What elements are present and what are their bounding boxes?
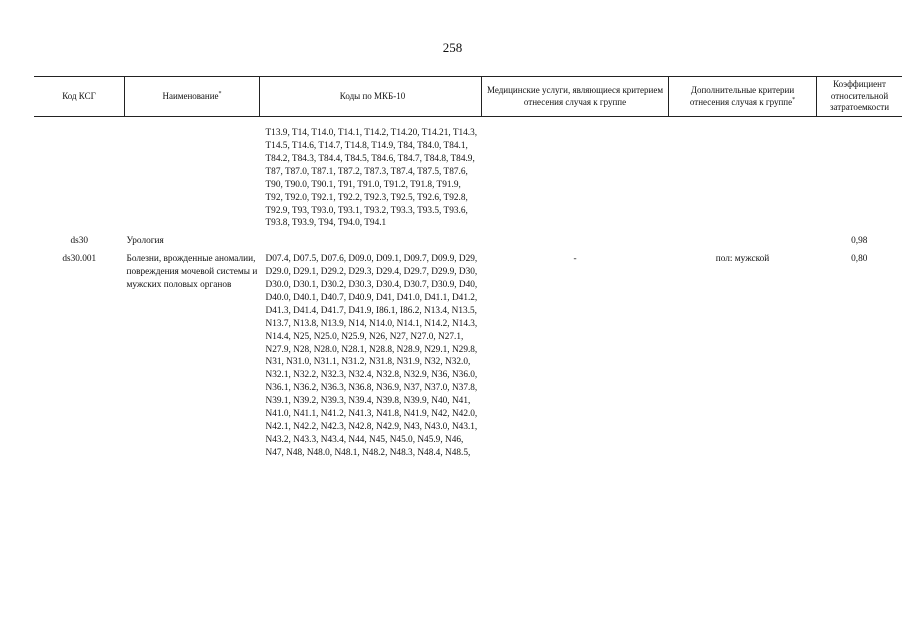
profile-code: ds30 <box>70 236 89 247</box>
header-criteria <box>669 77 817 117</box>
header-name-mark: * <box>218 90 222 97</box>
header-name-text: Наименование <box>162 90 219 101</box>
group-services: - <box>573 254 577 265</box>
header-mkb: Коды по МКБ-10 <box>260 77 482 117</box>
page-number: 258 <box>442 40 463 55</box>
group-name: Болезни, врожденные аномалии, повреждения мочевой системы и мужских половых органов <box>126 254 258 291</box>
table-header-row <box>34 77 902 117</box>
header-services: Медицинские услуги, являющиеся критерием отнесения случая к группе <box>482 77 669 117</box>
continuation-codes: T13.9, T14, T14.0, T14.1, T14.2, T14.20, T14.21, T14.3, T14.5, T14.6, T14.7, T14.8, T14.9, T84, T84.0, T84.1, T84.2, T84.3, T84.4, T84.5, T84.6, T84.7, T84.8, T84.9, T87, T87.0, T87.1, T87.2, T87.3, T87.4, T87.5, T87.6, T90, T90.0, T90.1, T91, T91.0, T91.2, T91.8, T91.9, T92, T92.0, T92.1, T92.2, T92.3, T92.5, T92.6, T92.8, T92.9, T93, T93.0, T93.1, T93.2, T93.3, T93.5, T93.6, T93.8, T93.9, T94, T94.0, T94.1 <box>265 128 478 229</box>
header-name <box>125 77 260 117</box>
table-row-profile <box>34 230 902 248</box>
spacer-row <box>34 117 902 128</box>
header-criteria-mark: * <box>792 96 796 103</box>
profile-coef: 0,98 <box>851 236 868 247</box>
group-codes: D07.4, D07.5, D07.6, D09.0, D09.1, D09.7, D09.9, D29, D29.0, D29.1, D29.2, D29.3, D29.4, D29.7, D29.9, D30, D30.0, D30.1, D30.2, D30.3, D30.4, D30.7, D30.9, D40, D40.0, D40.1, D40.7, D40.9, D41, D41.0, D41.1, D41.2, D41.3, D41.4, D41.7, D41.9, I86.1, I86.2, N13.4, N13.5, N13.7, N13.8, N13.9, N14, N14.0, N14.1, N14.2, N14.3, N14.4, N25, N25.0, N25.9, N26, N27, N27.0, N27.1, N27.9, N28, N28.0, N28.1, N28.8, N28.9, N29.1, N29.8, N31, N31.0, N31.1, N31.2, N31.8, N31.9, N32, N32.0, N32.1, N32.2, N32.3, N32.4, N32.8, N32.9, N36, N36.0, N36.1, N36.2, N36.3, N36.8, N36.9, N37, N37.0, N37.8, N39.1, N39.2, N39.3, N39.4, N39.8, N39.9, N40, N41, N41.0, N41.1, N41.2, N41.3, N41.8, N41.9, N42, N42.0, N42.1, N42.2, N42.3, N42.8, N42.9, N43, N43.0, N43.1, N43.2, N43.3, N43.4, N44, N45, N45.0, N45.9, N46, N47, N48, N48.0, N48.1, N48.2, N48.3, N48.4, N48.5, <box>265 254 478 458</box>
group-code: ds30.001 <box>62 254 97 265</box>
header-code: Код КСГ <box>34 77 125 117</box>
header-coef: Коэффициент относительной затратоемкости <box>817 77 903 117</box>
group-coef: 0,80 <box>851 254 868 265</box>
group-criteria: пол: мужской <box>715 254 770 265</box>
table-row-continuation <box>34 127 902 230</box>
table-row-group <box>34 248 902 460</box>
header-criteria-text: Дополнительные критерии отнесения случая к группе <box>689 84 795 107</box>
ksg-table <box>34 76 902 460</box>
profile-name: Урология <box>126 236 164 247</box>
